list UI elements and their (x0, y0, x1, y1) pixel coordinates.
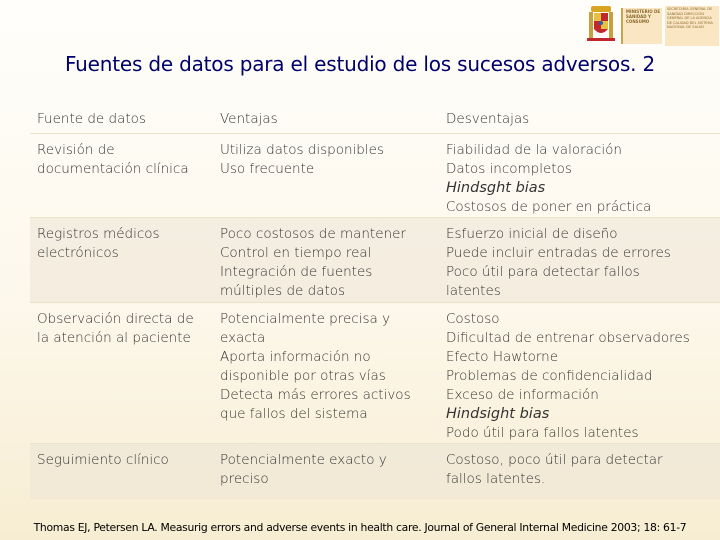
cell-line: Puede incluir entradas de errores (446, 245, 671, 261)
disadvantages-cell (439, 444, 720, 500)
header-source: Fuente de datos (37, 111, 146, 127)
cell-line: Registros médicos (37, 226, 160, 242)
coat-of-arms-icon (583, 2, 619, 46)
cell-line: la atención al paciente (37, 330, 191, 346)
disadvantages-cell (439, 134, 720, 218)
cell-line: Integración de fuentes (220, 264, 373, 280)
cell-line: Detecta más errores activos (220, 387, 411, 403)
ministry-name: MINISTERIO DE SANIDAD Y CONSUMO (621, 8, 662, 44)
source-cell (30, 303, 213, 444)
disadvantages-cell (439, 303, 720, 444)
cell-line: Problemas de confidencialidad (446, 368, 653, 384)
cell-line: electrónicos (37, 245, 119, 261)
cell-line: Podo útil para fallos latentes (446, 425, 639, 441)
cell-line: fallos latentes. (446, 471, 546, 487)
cell-line: múltiples de datos (220, 283, 346, 299)
cell-line: Dificultad de entrenar observadores (446, 330, 690, 346)
cell-line: documentación clínica (37, 161, 189, 177)
cell-line: Utiliza datos disponibles (220, 142, 384, 158)
cell-line: disponible por otras vías (220, 368, 386, 384)
cell-line: Uso frecuente (220, 161, 315, 177)
data-sources-table (30, 103, 720, 499)
cell-line: que fallos del sistema (220, 406, 368, 422)
cell-line: Hindsght bias (446, 180, 546, 196)
cell-line: Fiabilidad de la valoración (446, 142, 622, 158)
cell-line: Costosos de poner en práctica (446, 199, 652, 215)
cell-line: Observación directa de (37, 311, 194, 327)
advantages-cell (213, 134, 439, 218)
disadvantages-cell (439, 218, 720, 303)
cell-line: exacta (220, 330, 266, 346)
cell-line: Costoso (446, 311, 500, 327)
table-header-row (30, 103, 720, 134)
citation: Thomas EJ, Petersen LA. Measurig errors and adverse events in health care. Journal of General Internal Medicine 2003; 18: 61-7 (33, 521, 687, 534)
table-row (30, 444, 720, 500)
cell-line: Potencialmente exacto y (220, 452, 387, 468)
cell-line: Datos incompletos (446, 161, 572, 177)
cell-line: Exceso de información (446, 387, 599, 403)
cell-line: Poco costosos de mantener (220, 226, 406, 242)
cell-line: Esfuerzo inicial de diseño (446, 226, 618, 242)
table-row (30, 303, 720, 444)
cell-line: Revisión de (37, 142, 115, 158)
ministry-logo (583, 2, 719, 46)
cell-line: Efecto Hawtorne (446, 349, 559, 365)
advantages-cell (213, 444, 439, 500)
header-advantages: Ventajas (220, 111, 278, 127)
cell-line: Control en tiempo real (220, 245, 372, 261)
cell-line: Seguimiento clínico (37, 452, 169, 468)
table-row (30, 218, 720, 303)
cell-line: Costoso, poco útil para detectar (446, 452, 663, 468)
table-row (30, 134, 720, 218)
cell-line: Aporta información no (220, 349, 371, 365)
advantages-cell (213, 218, 439, 303)
ministry-subtitle: SECRETARÍA GENERAL DE SANIDAD DIRECCIÓN GENERAL DE LA AGENCIA DE CALIDAD DEL SISTEMA NACIONAL DE SALUD (665, 6, 719, 46)
header-disadvantages: Desventajas (446, 111, 530, 127)
cell-line: latentes (446, 283, 501, 299)
cell-line: Hindsight bias (446, 406, 550, 422)
cell-line: Potencialmente precisa y (220, 311, 391, 327)
advantages-cell (213, 303, 439, 444)
source-cell (30, 444, 213, 500)
source-cell (30, 134, 213, 218)
source-cell (30, 218, 213, 303)
slide-title: Fuentes de datos para el estudio de los sucesos adversos. 2 (64, 52, 656, 76)
cell-line: Poco útil para detectar fallos (446, 264, 640, 280)
cell-line: preciso (220, 471, 269, 487)
